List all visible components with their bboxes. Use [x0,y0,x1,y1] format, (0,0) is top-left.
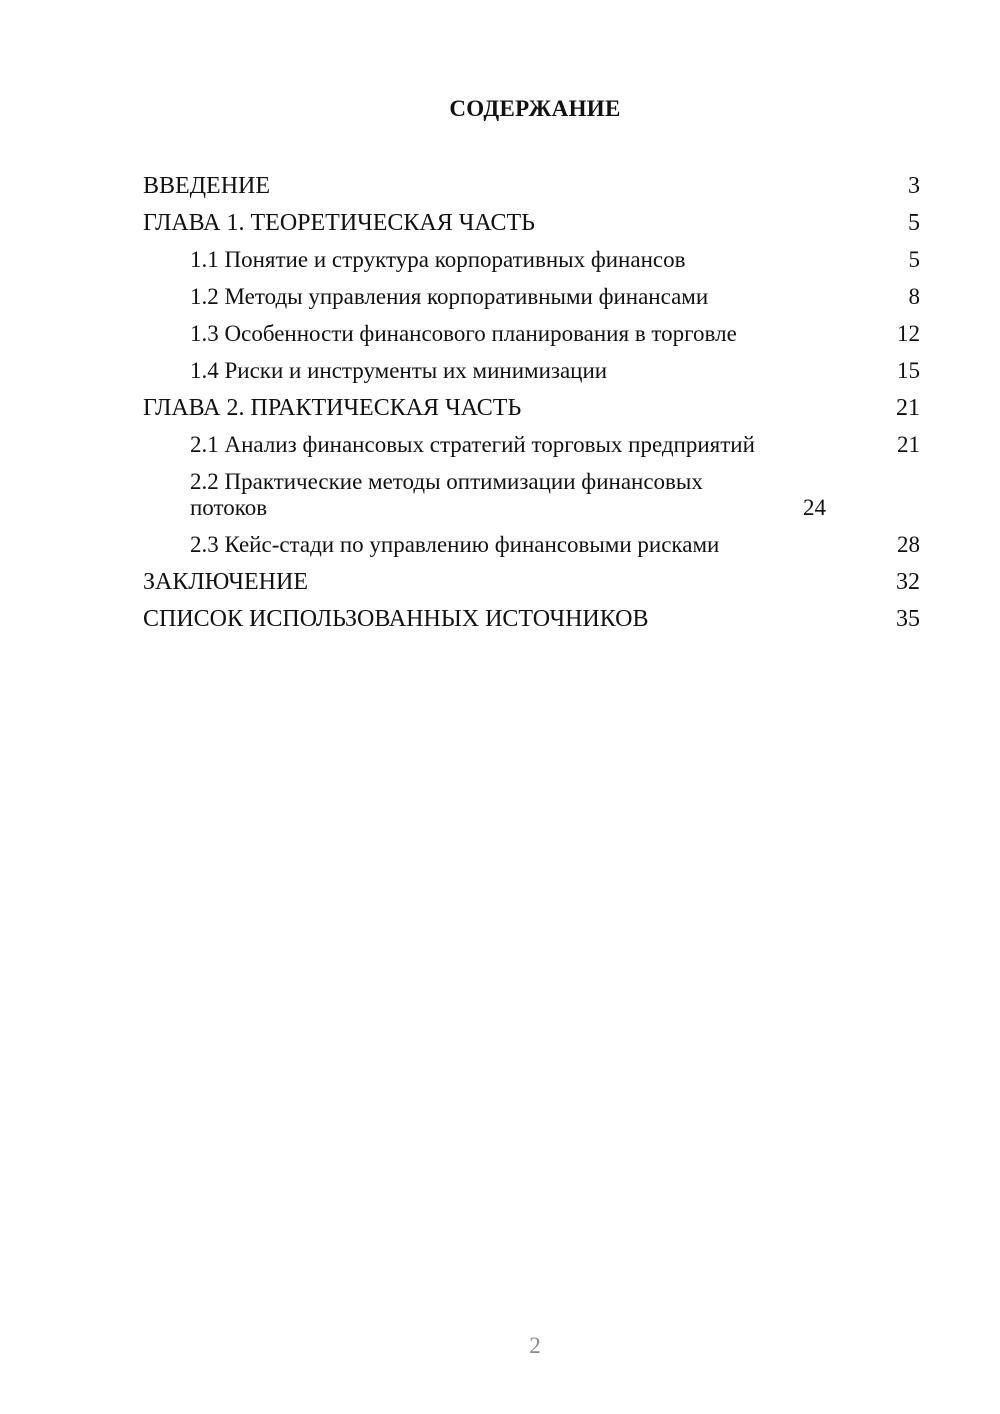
toc-entry-label: ГЛАВА 1. ТЕОРЕТИЧЕСКАЯ ЧАСТЬ [143,210,535,236]
toc-entry-introduction[interactable] [143,168,920,205]
toc-entry-section-2-3[interactable] [143,527,920,564]
toc-entry-conclusion[interactable] [143,564,920,601]
toc-entry-label: 2.2 Практические методы оптимизации финансовых потоков [190,469,703,520]
toc-entry-section-1-3[interactable] [143,316,920,353]
page-number: 2 [529,1333,541,1358]
toc-entry-label: 1.3 Особенности финансового планирования в торговле [190,321,737,346]
toc-entry-label: 2.1 Анализ финансовых стратегий торговых предприятий [190,432,755,457]
toc-entry-section-2-2[interactable] [143,464,920,527]
toc-entry-label: 1.4 Риски и инструменты их минимизации [190,358,608,383]
toc-entry-page: 15 [897,358,920,383]
toc-entry-section-2-1[interactable] [143,427,920,464]
toc-entry-label: ВВЕДЕНИЕ [143,173,271,199]
toc-entry-label: ЗАКЛЮЧЕНИЕ [143,569,308,595]
toc-entry-references[interactable] [143,601,920,638]
toc-entry-label: 2.3 Кейс-стади по управлению финансовыми рисками [190,532,720,557]
toc-entry-page: 12 [897,321,920,346]
toc-entry-label: 1.2 Методы управления корпоративными финансами [190,284,709,309]
toc-entry-page: 35 [896,606,920,632]
toc-entry-page: 21 [897,432,920,457]
toc-entry-page: 32 [896,569,920,595]
toc-title: СОДЕРЖАНИЕ [449,96,621,121]
toc-entry-page: 28 [897,532,920,557]
toc-entry-page: 5 [908,210,920,236]
toc-entry-page: 21 [896,395,920,421]
toc-entry-page: 24 [803,495,826,520]
toc-entry-label: ГЛАВА 2. ПРАКТИЧЕСКАЯ ЧАСТЬ [143,395,522,421]
table-of-contents [143,168,920,638]
toc-entry-chapter-1[interactable] [143,205,920,242]
toc-entry-label: 1.1 Понятие и структура корпоративных финансов [190,247,686,272]
toc-entry-section-1-4[interactable] [143,353,920,390]
toc-entry-section-1-1[interactable] [143,242,920,279]
toc-entry-page: 8 [908,284,920,309]
toc-entry-page: 3 [908,173,920,199]
toc-entry-label: СПИСОК ИСПОЛЬЗОВАННЫХ ИСТОЧНИКОВ [143,606,649,632]
toc-entry-section-1-2[interactable] [143,279,920,316]
toc-entry-page: 5 [908,247,920,272]
toc-entry-chapter-2[interactable] [143,390,920,427]
